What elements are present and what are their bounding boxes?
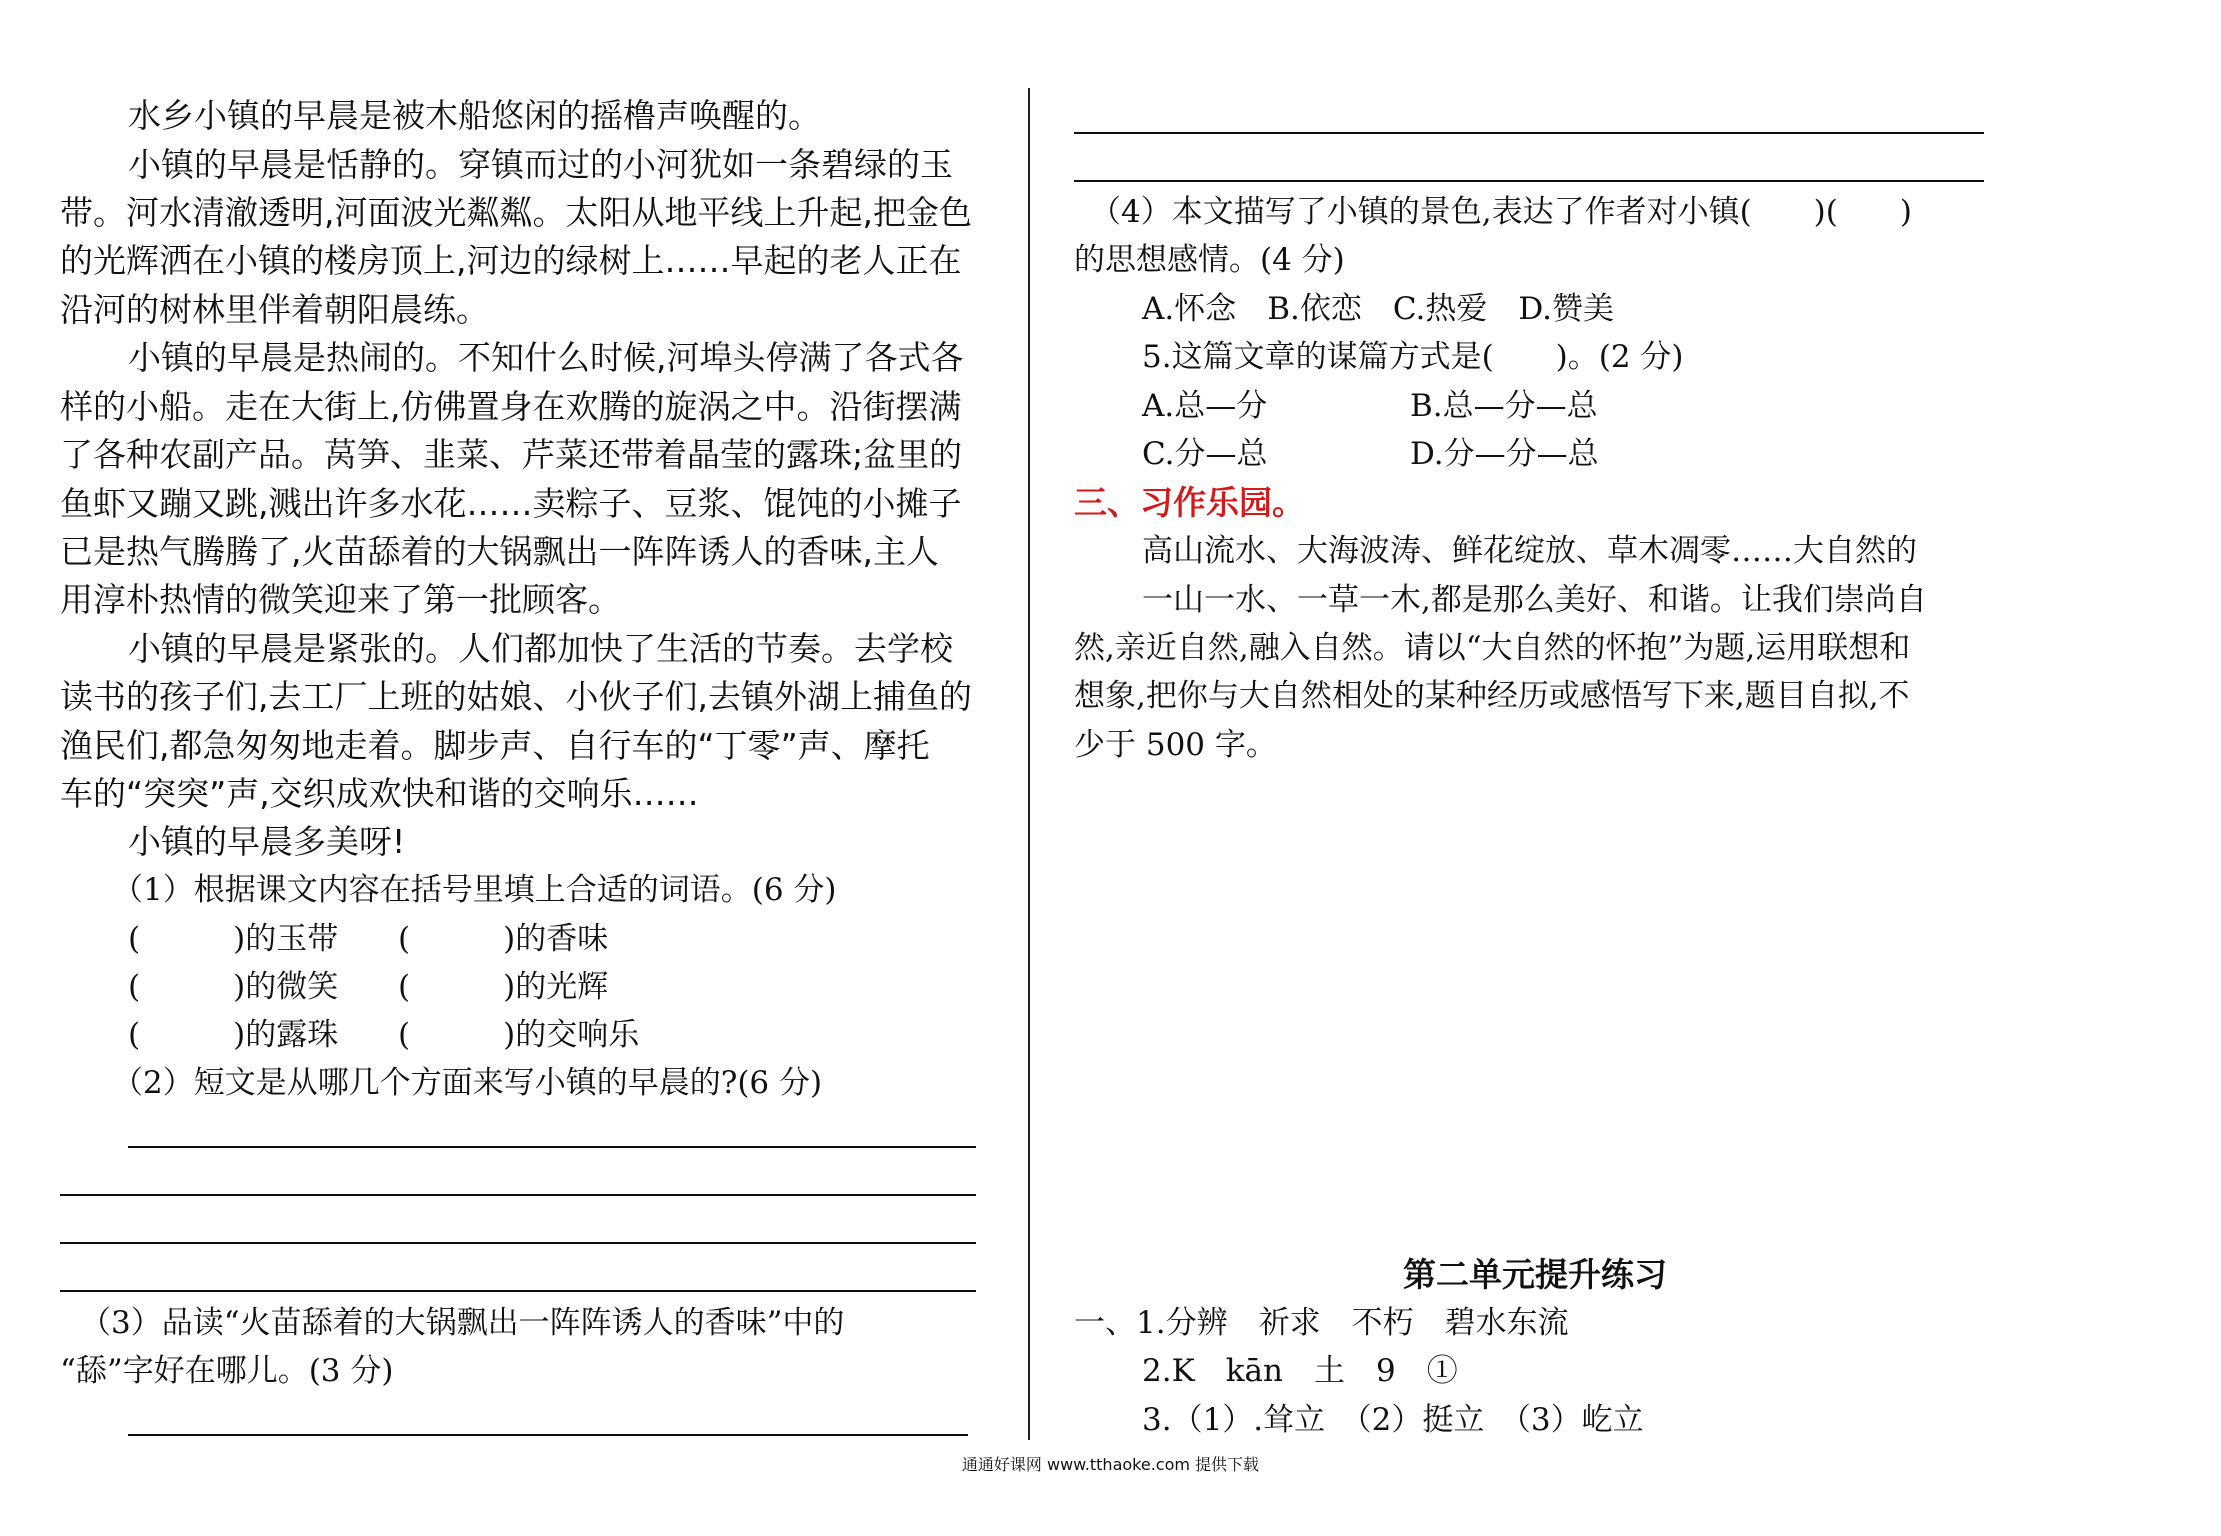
- section-3-title: 三、习作乐园。: [1074, 483, 1305, 522]
- answer-line: [1074, 180, 1984, 182]
- fill-blank-item: ( )的微笑: [128, 969, 339, 1005]
- answer-line: [128, 1434, 968, 1436]
- fill-blank-item: ( )的交响乐: [398, 1017, 640, 1053]
- writing-prompt-line: 一山一水、一草一木,都是那么美好、和谐。让我们崇尚自: [1142, 582, 1927, 618]
- column-divider: [1028, 88, 1030, 1440]
- option-a: A.总—分: [1142, 388, 1268, 424]
- passage-line: 小镇的早晨是恬静的。穿镇而过的小河犹如一条碧绿的玉: [128, 145, 953, 184]
- question-4-continued: 的思想感情。(4 分): [1074, 242, 1345, 278]
- passage-line: 读书的孩子们,去工厂上班的姑娘、小伙子们,去镇外湖上捕鱼的: [60, 677, 972, 716]
- passage-line: 渔民们,都急匆匆地走着。脚步声、自行车的“丁零”声、摩托: [60, 726, 930, 765]
- answer-line: [60, 1194, 976, 1196]
- writing-prompt-line: 想象,把你与大自然相处的某种经历或感悟写下来,题目自拟,不: [1074, 678, 1910, 714]
- unit-2-title: 第二单元提升练习: [1403, 1255, 1667, 1294]
- option-b: B.总—分—总: [1410, 388, 1598, 424]
- passage-line: 鱼虾又蹦又跳,溅出许多水花……卖粽子、豆浆、馄饨的小摊子: [60, 484, 962, 523]
- fill-blank-item: ( )的露珠: [128, 1017, 339, 1053]
- answer-line: [1074, 132, 1984, 134]
- fill-blank-item: ( )的香味: [398, 921, 609, 957]
- answer-line-1: 一、1.分辨 祈求 不朽 碧水东流: [1074, 1305, 1569, 1341]
- answer-line-3: 3.（1）.耸立 （2）挺立 （3）屹立: [1142, 1402, 1644, 1438]
- writing-prompt-line: 然,亲近自然,融入自然。请以“大自然的怀抱”为题,运用联想和: [1074, 630, 1911, 666]
- answer-line-2: 2.K kān 土 9 ①: [1142, 1353, 1458, 1389]
- fill-blank-item: ( )的光辉: [398, 969, 609, 1005]
- answer-line: [128, 1146, 976, 1148]
- passage-line: 带。河水清澈透明,河面波光粼粼。太阳从地平线上升起,把金色: [60, 193, 972, 232]
- passage-line: 车的“突突”声,交织成欢快和谐的交响乐……: [60, 774, 699, 813]
- option-c: C.分—总: [1142, 436, 1268, 472]
- footer-source: 通通好课网 www.tthaoke.com 提供下载: [961, 1455, 1260, 1474]
- option-d: D.分—分—总: [1410, 436, 1599, 472]
- passage-line: 小镇的早晨是热闹的。不知什么时候,河埠头停满了各式各: [128, 338, 964, 377]
- passage-line: 的光辉洒在小镇的楼房顶上,河边的绿树上……早起的老人正在: [60, 241, 962, 280]
- writing-prompt-line: 高山流水、大海波涛、鲜花绽放、草木凋零……大自然的: [1142, 533, 1917, 569]
- passage-line: 用淳朴热情的微笑迎来了第一批顾客。: [60, 580, 621, 619]
- fill-blank-item: ( )的玉带: [128, 921, 339, 957]
- question-3: （3）品读“火苗舔着的大锅飘出一阵阵诱人的香味”中的: [80, 1305, 845, 1341]
- passage-line: 水乡小镇的早晨是被木船悠闲的摇橹声唤醒的。: [128, 96, 821, 135]
- passage-line: 沿河的树林里伴着朝阳晨练。: [60, 290, 489, 329]
- passage-line: 已是热气腾腾了,火苗舔着的大锅飘出一阵阵诱人的香味,主人: [60, 532, 939, 571]
- writing-prompt-line: 少于 500 字。: [1074, 727, 1277, 763]
- passage-line: 小镇的早晨多美呀!: [128, 822, 406, 861]
- answer-line: [60, 1290, 976, 1292]
- question-2: （2）短文是从哪几个方面来写小镇的早晨的?(6 分): [112, 1065, 823, 1101]
- passage-line: 小镇的早晨是紧张的。人们都加快了生活的节奏。去学校: [128, 629, 953, 668]
- passage-line: 样的小船。走在大街上,仿佛置身在欢腾的旋涡之中。沿街摆满: [60, 387, 962, 426]
- passage-line: 了各种农副产品。莴笋、韭菜、芹菜还带着晶莹的露珠;盆里的: [60, 435, 963, 474]
- question-3-continued: “舔”字好在哪儿。(3 分): [60, 1353, 394, 1389]
- question-5: 5.这篇文章的谋篇方式是( )。(2 分): [1142, 339, 1684, 375]
- answer-line: [60, 1242, 976, 1244]
- question-4-options: A.怀念 B.依恋 C.热爱 D.赞美: [1142, 291, 1614, 327]
- question-1: （1）根据课文内容在括号里填上合适的词语。(6 分): [112, 872, 837, 908]
- question-4: （4）本文描写了小镇的景色,表达了作者对小镇( )( ): [1090, 194, 1912, 230]
